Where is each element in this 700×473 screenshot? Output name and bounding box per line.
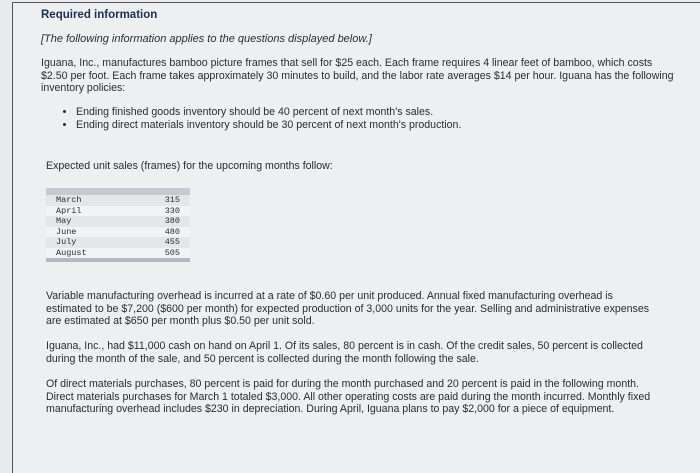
policy-item: • Ending finished goods inventory should be 40 percent of next month's sales.	[76, 106, 461, 119]
table-row	[46, 216, 190, 227]
month-cell: March	[46, 195, 131, 206]
month-cell: May	[46, 216, 131, 227]
units-cell: 380	[131, 216, 190, 227]
purchases-paragraph: Of direct materials purchases, 80 percent is paid for during the month purchased and 20 percent is paid in the following month. Direct materials purchases for March 1 totaled $3,000. All other operating costs are paid during the month incurred. Monthly fixed manufacturing overhead includes $230 in depreciation. During April, Iguana plans to pay $2,000 for a piece of equipment.	[46, 378, 651, 416]
sales-intro: Expected unit sales (frames) for the upcoming months follow:	[46, 160, 333, 172]
cash-paragraph: Iguana, Inc., had $11,000 cash on hand on April 1. Of its sales, 80 percent is in cash. Of the credit sales, 50 percent is collected during the month of the sale, and 50 percent is collected during the month following the sale.	[46, 340, 643, 365]
month-cell: April	[46, 206, 131, 217]
month-cell: June	[46, 227, 131, 238]
table-row	[46, 227, 190, 238]
table-row	[46, 248, 190, 259]
table-row	[46, 237, 190, 248]
table-row	[46, 195, 190, 206]
units-cell: 315	[131, 195, 190, 206]
units-cell: 505	[131, 248, 190, 259]
overhead-paragraph: Variable manufacturing overhead is incurred at a rate of $0.60 per unit produced. Annual fixed manufacturing overhead is estimated to be $7,200 ($600 per month) for expected production of 3,000 units for the year. Selling and administrative expenses are estimated at $650 per month plus $0.50 per unit sold.	[46, 290, 650, 328]
intro-paragraph: Iguana, Inc., manufactures bamboo picture frames that sell for $25 each. Each frame requires 4 linear feet of bamboo, which costs $2.50 per foot. Each frame takes approximately 30 minutes to build, and the labor rate averages $14 per hour. Iguana has the following inventory policies:	[41, 57, 674, 95]
policy-item: • Ending direct materials inventory should be 30 percent of next month's production.	[76, 119, 461, 132]
units-cell: 480	[131, 227, 190, 238]
section-title: Required information	[41, 9, 158, 21]
info-note: [The following information applies to the questions displayed below.]	[41, 33, 372, 45]
units-cell: 330	[131, 206, 190, 217]
month-cell: July	[46, 237, 131, 248]
policy-list	[62, 106, 461, 132]
table-row	[46, 206, 190, 217]
sales-table	[46, 188, 190, 262]
month-cell: August	[46, 248, 131, 259]
units-cell: 455	[131, 237, 190, 248]
